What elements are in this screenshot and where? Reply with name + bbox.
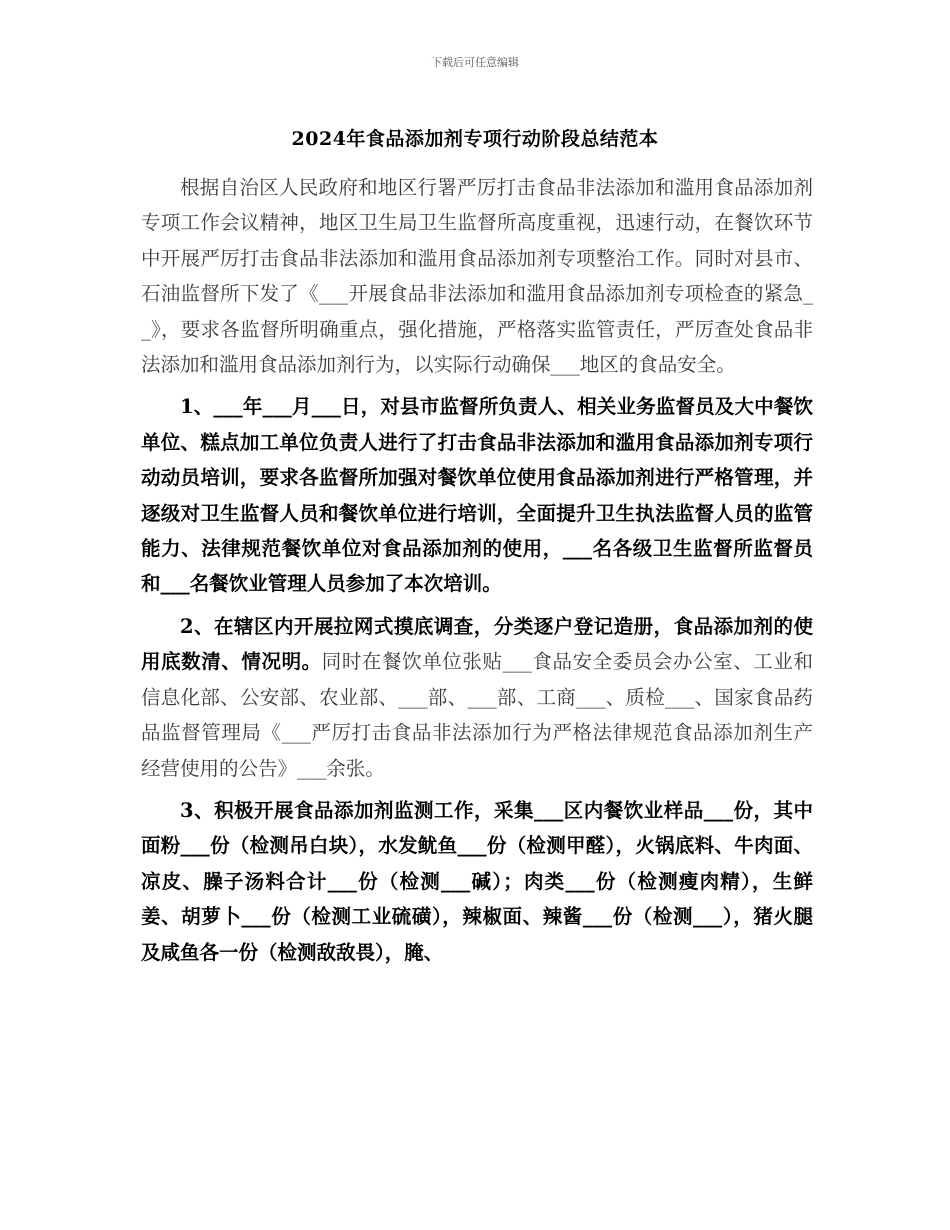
paragraph-item-2-normal: 同时在餐饮单位张贴___食品安全委员会办公室、工业和信息化部、公安部、农业部、___部、___部、工商___、质检___、国家食品药品监督管理局《___严厉打击食品非法添加行为严格法律规范食品添加剂生产经营使用的公告》___余张。 [141, 650, 813, 780]
paragraph-item-2 [141, 609, 813, 786]
document-title: 2024年食品添加剂专项行动阶段总结范本 [291, 128, 659, 150]
paragraph-item-3: 3、积极开展食品添加剂监测工作，采集___区内餐饮业样品___份，其中面粉___份（检测吊白块），水发鱿鱼___份（检测甲醛），火锅底料、牛肉面、凉皮、臊子汤料合计___份（检测___碱）；肉类___份（检测瘦肉精），生鲜姜、胡萝卜___份（检测工业硫磺），辣椒面、辣酱___份（检测___），猪火腿及咸鱼各一份（检测敌敌畏），腌、 [141, 798, 813, 964]
page-header-note: 下载后可任意编辑 [431, 56, 519, 69]
paragraph-intro: 根据自治区人民政府和地区行署严厉打击食品非法添加和滥用食品添加剂专项工作会议精神，地区卫生局卫生监督所高度重视，迅速行动，在餐饮环节中开展严厉打击食品非法添加和滥用食品添加剂专项整治工作。同时对县市、石油监督所下发了《___开展食品非法添加和滥用食品添加剂专项检查的紧急__》，要求各监督所明确重点，强化措施，严格落实监管责任，严厉查处食品非法添加和滥用食品添加剂行为，以实际行动确保___地区的食品安全。 [141, 176, 813, 377]
document-body [141, 170, 813, 977]
paragraph-item-1: 1、___年___月___日，对县市监督所负责人、相关业务监督员及大中餐饮单位、糕点加工单位负责人进行了打击食品非法添加和滥用食品添加剂专项行动动员培训，要求各监督所加强对餐饮单位使用食品添加剂进行严格管理，并逐级对卫生监督人员和餐饮单位进行培训，全面提升卫生执法监督人员的监管能力、法律规范餐饮单位对食品添加剂的使用，___名各级卫生监督所监督员和___名餐饮业管理人员参加了本次培训。 [141, 395, 813, 596]
paragraph-item-2-bold: 2、在辖区内开展拉网式摸底调查，分类逐户登记造册，食品添加剂的使用底数清、情况明。 [141, 614, 813, 674]
